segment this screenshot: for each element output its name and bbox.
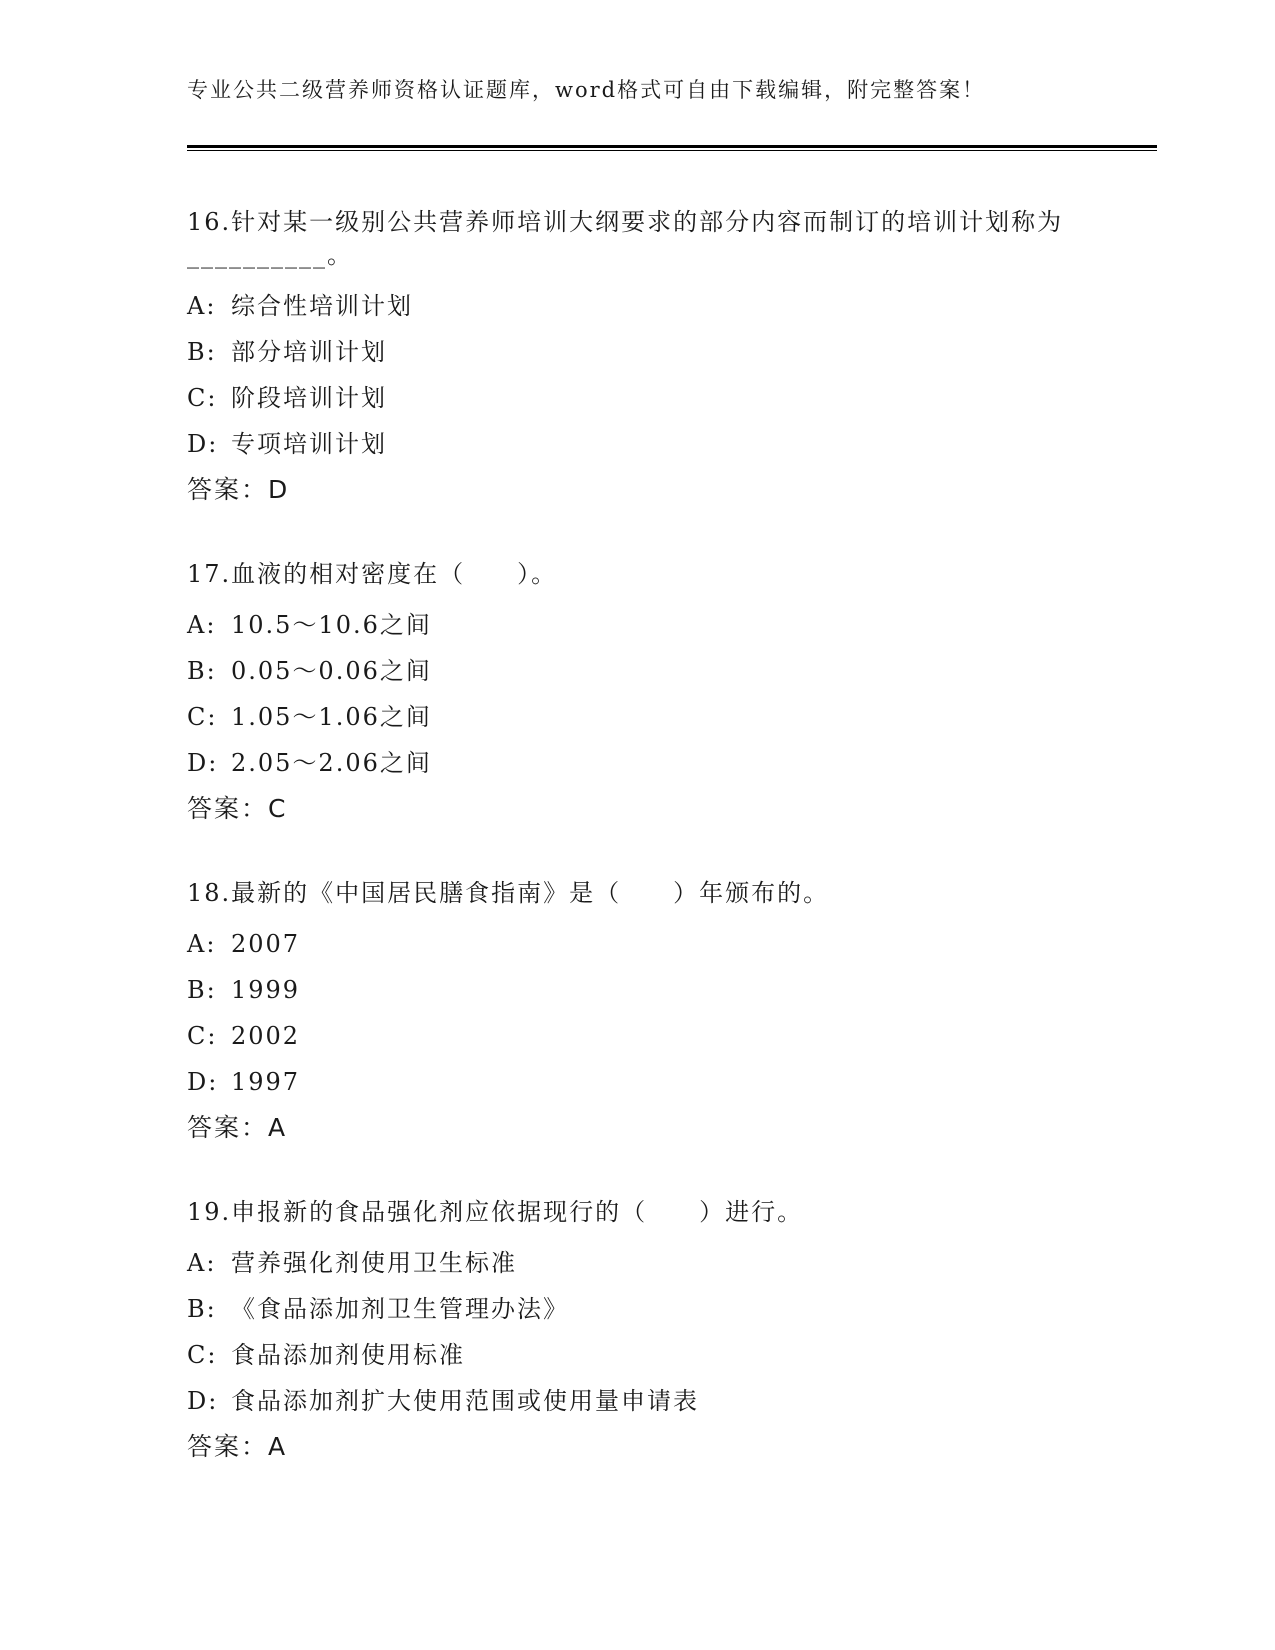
option-d (187, 740, 1087, 786)
option-d (187, 1059, 1087, 1105)
option-letter: A: (187, 292, 217, 320)
question-16 (187, 206, 1087, 513)
option-text: 10.5～10.6之间 (231, 611, 432, 639)
option-letter: B: (187, 1295, 217, 1323)
option-letter: B: (187, 976, 217, 1004)
option-letter: C: (187, 703, 218, 731)
option-letter: B: (187, 338, 217, 366)
question-stem: 18.最新的《中国居民膳食指南》是（ ）年颁布的。 (187, 879, 830, 907)
option-letter: D: (187, 430, 219, 458)
option-text: 综合性培训计划 (231, 292, 413, 320)
question-18 (187, 877, 1087, 1151)
answer-line: 答案：A (187, 1113, 288, 1142)
option-b (187, 648, 1087, 694)
answer-line: 答案：C (187, 794, 288, 823)
option-text: 食品添加剂使用标准 (231, 1341, 465, 1369)
option-text: 营养强化剂使用卫生标准 (231, 1249, 517, 1277)
question-stem: 16.针对某一级别公共营养师培训大纲要求的部分内容而制订的培训计划称为__________。 (187, 208, 1064, 269)
option-text: 专项培训计划 (231, 430, 387, 458)
option-letter: B: (187, 657, 217, 685)
option-text: 1997 (231, 1068, 301, 1096)
option-c (187, 694, 1087, 740)
option-text: 1.05～1.06之间 (231, 703, 432, 731)
option-text: 阶段培训计划 (231, 384, 387, 412)
option-b (187, 329, 1087, 375)
question-stem: 19.申报新的食品强化剂应依据现行的（ ）进行。 (187, 1198, 804, 1226)
option-b (187, 1286, 1087, 1332)
option-text: 0.05～0.06之间 (231, 657, 432, 685)
header-divider-thin (187, 150, 1157, 151)
option-b (187, 967, 1087, 1013)
option-letter: D: (187, 1387, 219, 1415)
option-text: 2007 (231, 930, 301, 958)
option-a (187, 602, 1087, 648)
option-letter: D: (187, 1068, 219, 1096)
page-header: 专业公共二级营养师资格认证题库，word格式可自由下载编辑，附完整答案！ (187, 78, 986, 102)
option-c (187, 1332, 1087, 1378)
answer-line: 答案：D (187, 475, 290, 504)
option-text: 1999 (231, 976, 301, 1004)
question-stem: 17.血液的相对密度在（ ）。 (187, 560, 558, 588)
option-text: 部分培训计划 (231, 338, 387, 366)
option-letter: A: (187, 611, 217, 639)
option-c (187, 375, 1087, 421)
option-c (187, 1013, 1087, 1059)
answer-line: 答案：A (187, 1432, 288, 1461)
option-text: 2.05～2.06之间 (231, 749, 432, 777)
option-text: 食品添加剂扩大使用范围或使用量申请表 (231, 1387, 699, 1415)
option-text: 《食品添加剂卫生管理办法》 (231, 1295, 569, 1323)
option-a (187, 283, 1087, 329)
option-d (187, 421, 1087, 467)
option-text: 2002 (231, 1022, 301, 1050)
option-letter: C: (187, 384, 218, 412)
option-a (187, 1240, 1087, 1286)
header-divider-thick (187, 145, 1157, 148)
option-letter: C: (187, 1022, 218, 1050)
option-a (187, 921, 1087, 967)
question-19 (187, 1196, 1087, 1470)
option-letter: A: (187, 1249, 217, 1277)
option-letter: D: (187, 749, 219, 777)
option-letter: C: (187, 1341, 218, 1369)
question-17 (187, 558, 1087, 832)
option-d (187, 1378, 1087, 1424)
option-letter: A: (187, 930, 217, 958)
question-list (187, 206, 1087, 1515)
